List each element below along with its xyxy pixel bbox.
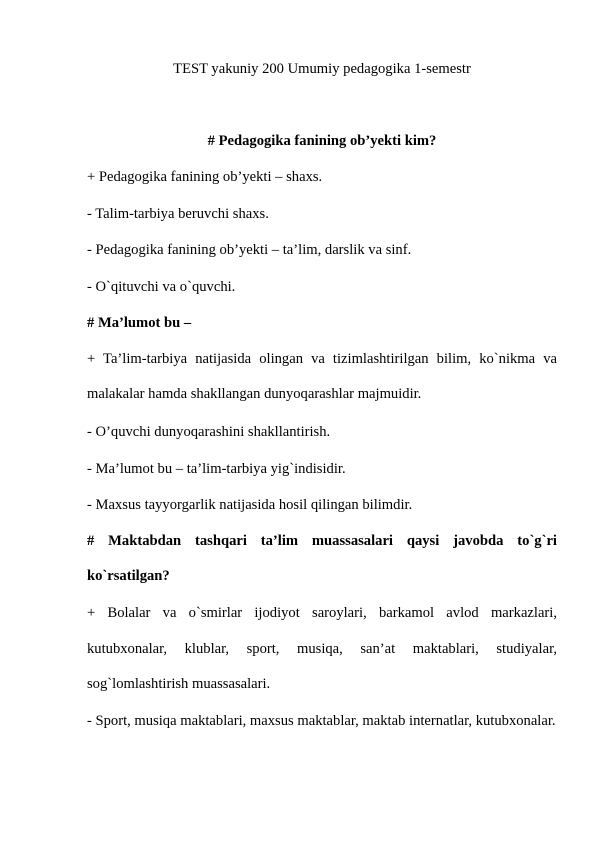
document-body — [87, 168, 557, 732]
answer-option: + Bolalar va o`smirlar ijodiyot saroylari, barkamol avlod markazlari, kutubxonalar, klublar, sport, musiqa, san’at maktablari, studiyalar, sog`lomlashtirish muassasalari. — [87, 605, 557, 693]
answer-option: - Maxsus tayyorgarlik natijasida hosil qilingan bilimdir. — [87, 497, 413, 513]
answer-option: - Sport, musiqa maktablari, maxsus maktablar, maktab internatlar, kutubxonalar. — [87, 713, 556, 730]
question-heading: # Maktabdan tashqari ta’lim muassasalari qaysi javobda to`g`ri ko`rsatilgan? — [87, 532, 557, 585]
answer-option: - Talim-tarbiya beruvchi shaxs. — [87, 205, 269, 222]
answer-option: - O`qituvchi va o`quvchi. — [87, 278, 236, 295]
answer-option: + Ta’lim-tarbiya natijasida olingan va tizimlashtirilgan bilim, ko`nikma va malakalar hamda shakllangan dunyoqarashlar majmuidir. — [87, 350, 557, 403]
answer-option: - Ma’lumot bu – ta’lim-tarbiya yig`indisidir. — [87, 460, 346, 477]
question-heading: # Ma’lumot bu – — [87, 315, 192, 331]
answer-option: - O’quvchi dunyoqarashini shakllantirish. — [87, 424, 331, 440]
question-heading: # Pedagogika fanining ob’yekti kim? — [207, 133, 437, 149]
answer-option: - Pedagogika fanining ob’yekti – ta’lim, darslik va sinf. — [87, 242, 412, 258]
document-title: TEST yakuniy 200 Umumiy pedagogika 1-semestr — [173, 61, 471, 77]
answer-option: + Pedagogika fanining ob’yekti – shaxs. — [87, 169, 323, 185]
